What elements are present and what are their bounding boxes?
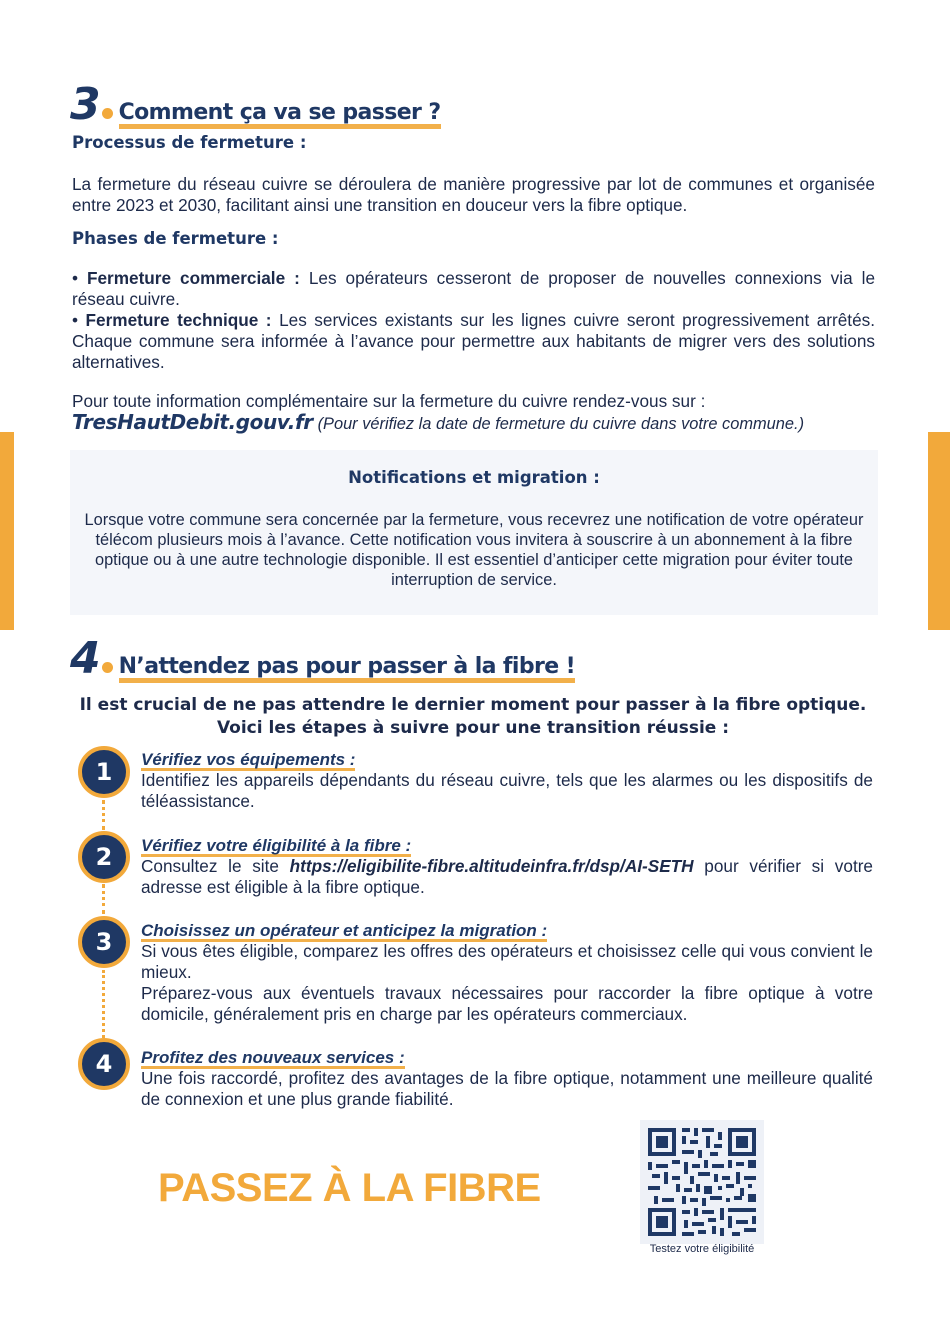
site-link[interactable]: TresHautDebit.gouv.fr (72, 410, 313, 434)
phase-commerciale: • Fermeture commerciale : Les opérateurs cesseront de proposer de nouvelles connexions via le réseau cuivre. (72, 268, 875, 309)
section-3-heading (70, 79, 441, 130)
section-4-dot (102, 662, 113, 673)
step-2-text-before: Consultez le site (141, 856, 279, 876)
section-4-heading (70, 633, 576, 684)
step-1-badge: 1 (78, 746, 130, 798)
phase-technique-text: Les services existants sur les lignes cuivre seront progressivement arrêtés. Chaque commune sera informée à l’avance pour permettre aux habitants de migrer vers des solutions alternatives. (72, 310, 876, 372)
step-4-title: Profitez des nouveaux services : (141, 1048, 405, 1067)
notification-text: Lorsque votre commune sera concernée par la fermeture, vous recevrez une notification de votre opérateur télécom plusieurs mois à l’avance. Cette notification vous invitera à souscrire à un abonnement à la fibre optique ou à une autre technologie disponible. Il est essentiel d’anticiper cette migration pour éviter toute interruption de service. (84, 511, 864, 589)
qr-caption: Testez votre éligibilité (649, 1243, 755, 1255)
site-line (72, 412, 875, 435)
step-4-text: Une fois raccordé, profitez des avantages de la fibre optique, notamment une meilleure qualité de connexion et une plus grande fiabilité. (141, 1068, 873, 1109)
phase-technique-label: Fermeture technique : (85, 310, 272, 330)
section-4-title: N’attendez pas pour passer à la fibre ! (119, 656, 575, 683)
info-text: Pour toute information complémentaire sur la fermeture du cuivre rendez-vous sur : (72, 391, 706, 411)
processus-text: La fermeture du réseau cuivre se déroulera de manière progressive par lot de communes et organisée entre 2023 et 2030, facilitant ainsi une transition en douceur vers la fibre optique. (72, 174, 875, 215)
step-3-badge: 3 (78, 916, 130, 968)
step-2-text (141, 856, 873, 898)
step-4-badge: 4 (78, 1038, 130, 1090)
slogan: PASSEZ À LA FIBRE (158, 1166, 541, 1210)
eligibility-url[interactable]: https://eligibilite-fibre.altitudeinfra.fr/dsp/AI-SETH (289, 856, 694, 876)
step-3-text: Si vous êtes éligible, comparez les offres des opérateurs et choisissez celle qui vous convient le mieux. (141, 941, 873, 982)
right-accent-bar (928, 432, 950, 630)
site-note: (Pour vérifiez la date de fermeture du cuivre dans votre commune.) (317, 415, 805, 433)
step-2-title: Vérifiez votre éligibilité à la fibre : (141, 836, 412, 855)
step-3-text-2: Préparez-vous aux éventuels travaux nécessaires pour raccorder la fibre optique à votre domicile, généralement pris en charge par les opérateurs commerciaux. (141, 983, 873, 1024)
step-1-title: Vérifiez vos équipements : (141, 750, 356, 769)
step-connector (102, 970, 105, 1038)
intro-line-1: Il est crucial de ne pas attendre le dernier moment pour passer à la fibre optique. (79, 695, 867, 715)
step-connector (102, 800, 105, 830)
step-connector (102, 884, 105, 914)
section-4-intro (70, 694, 876, 740)
phase-commerciale-text: Les opérateurs cesseront de proposer de nouvelles connexions via le réseau cuivre. (72, 268, 875, 309)
section-4-number: 4 (70, 633, 99, 684)
qr-code[interactable] (640, 1120, 764, 1244)
step-3-title: Choisissez un opérateur et anticipez la migration : (141, 921, 548, 940)
section-3-title: Comment ça va se passer ? (119, 102, 441, 129)
phases-heading: Phases de fermeture : (72, 229, 279, 248)
processus-heading: Processus de fermeture : (72, 133, 307, 152)
phase-technique: • Fermeture technique : Les services existants sur les lignes cuivre seront progressivement arrêtés. Chaque commune sera informée à l’avance pour permettre aux habitants de migrer vers des solutions alternatives. (72, 310, 876, 372)
intro-line-2: Voici les étapes à suivre pour une transition réussie : (216, 718, 730, 738)
step-2-badge: 2 (78, 831, 130, 883)
left-accent-bar (0, 432, 14, 630)
qr-code-graphic (640, 1120, 764, 1244)
step-1-text: Identifiez les appareils dépendants du réseau cuivre, tels que les alarmes ou les dispositifs de téléassistance. (141, 770, 873, 811)
notification-box (70, 450, 878, 615)
notification-heading: Notifications et migration : (348, 468, 600, 487)
phase-commerciale-label: Fermeture commerciale : (87, 268, 300, 288)
section-3-number: 3 (70, 79, 99, 130)
section-3-dot (102, 108, 113, 119)
step-2-text-after: pour vérifier si votre adresse est éligible à la fibre optique. (141, 856, 873, 897)
